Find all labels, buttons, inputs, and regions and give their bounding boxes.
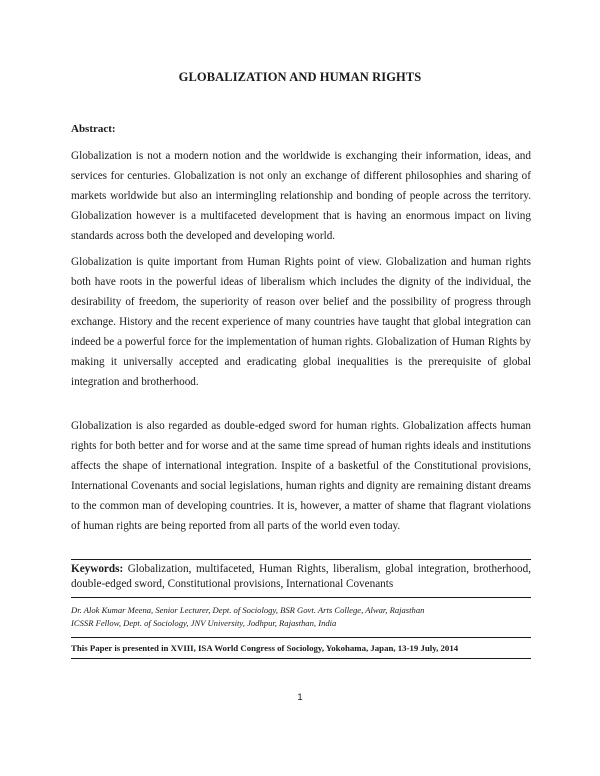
abstract-paragraph-3: Globalization is also regarded as double-edged sword for human rights. Globalization affects human rights for both better and for worse and at the same time spread of human rights ideals and institutions affects the shape of international integration. Inspite of a basketful of the Constitutional provisions, International Covenants and social legislations, human rights and dignity are remaining distant dreams to the common man of developing countries. It is, however, a matter of shame that flagrant violations of human rights are being reported from all parts of the world even today.: [71, 420, 531, 532]
divider-below-presented-note: [71, 658, 531, 659]
abstract-paragraph-1: Globalization is not a modern notion and the worldwide is exchanging their information, ideas, and services for centuries. Globalization is not only an exchange of different philosophies and sharing of markets worldwide but also an intermingling relationship and bonding of people across the territory. Globalization however is a multifaceted development that is having an enormous impact on living standards across both the developed and developing world.: [71, 150, 531, 242]
abstract-paragraph-2: Globalization is quite important from Human Rights point of view. Globalization and human rights both have roots in the powerful ideas of liberalism which includes the dignity of the individual, the desirability of freedom, the superiority of reason over belief and the possibility of progress through exchange. History and the recent experience of many countries have taught that global integration can indeed be a powerful force for the implementation of human rights. Globalization of Human Rights by making it universally accepted and eradicating global inequalities is the prerequisite of global integration and brotherhood.: [71, 256, 531, 388]
paper-title: GLOBALIZATION AND HUMAN RIGHTS: [178, 70, 422, 84]
divider-above-affiliation: [71, 597, 531, 598]
keywords-text: Globalization, multifaceted, Human Rights, liberalism, global integration, brotherhood, double-edged sword, Constitutional provisions, International Covenants: [71, 563, 531, 590]
author-affiliation-2: ICSSR Fellow, Dept. of Sociology, JNV University, Jodhpur, Rajasthan, India: [71, 618, 337, 628]
keywords-label: Keywords:: [71, 563, 124, 575]
divider-above-keywords: [71, 559, 531, 560]
divider-above-presented-note: [71, 637, 531, 638]
keywords-block: [71, 562, 531, 592]
author-affiliation-1: Dr. Alok Kumar Meena, Senior Lecturer, Dept. of Sociology, BSR Govt. Arts College, Alwar, Rajasthan: [71, 605, 425, 615]
presented-note: This Paper is presented in XVIII, ISA World Congress of Sociology, Yokohama, Japan, 13-19 July, 2014: [71, 643, 459, 653]
page-number: 1: [297, 692, 303, 703]
abstract-heading: Abstract:: [71, 123, 116, 135]
